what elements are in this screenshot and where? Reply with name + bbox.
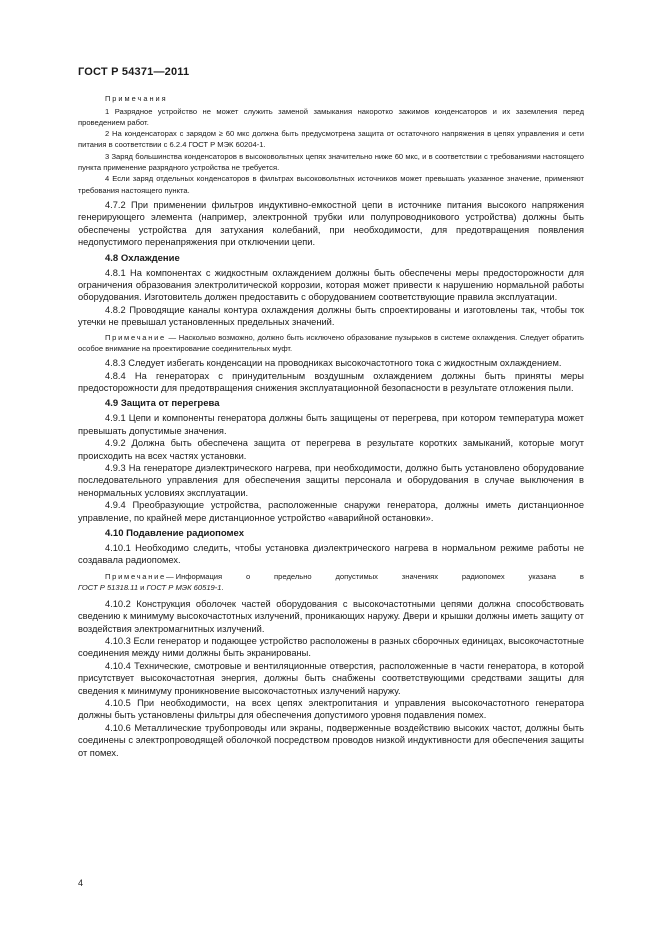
paragraph-4-10-2: 4.10.2 Конструкция оболочек частей оборудования с высокочастотными цепями должна способствовать сведению к минимуму высокочастотных излучений, проникающих наружу. Двери и крышки должны иметь защиту от воздействия электромагнитных излучений. xyxy=(78,598,584,634)
notes-title: Примечания xyxy=(105,94,168,103)
note-end: . xyxy=(221,582,224,592)
note-item-1: 1 Разрядное устройство не может служить заменой замыкания накоротко зажимов конденсаторов и их заземления перед проведением работ. xyxy=(78,106,584,127)
note-item-4: 4 Если заряд отдельных конденсаторов в фильтрах высоковольтных источников может превышать указанное значение, применяют требования настоящего пункта. xyxy=(78,174,584,195)
note-word: указана xyxy=(528,571,557,581)
note-word: предельно xyxy=(274,571,312,581)
paragraph-4-8-4: 4.8.4 На генераторах с принудительным воздушным охлаждением должны быть приняты меры предосторожности для предотвращения снижения эксплуатационной безопасности в результате отложения пыли. xyxy=(78,370,584,393)
paragraph-4-7-2: 4.7.2 При применении фильтров индуктивно-емкостной цепи в источнике питания высокого напряжения генерирующего элемента (например, электронной трубки или полупроводникового устройства) должны быть обеспечены устройства для затухания колебаний, при необходимости, для предотвращения появления недопустимого перенапряжения при отключении цепи. xyxy=(78,199,584,248)
paragraph-4-10-1: 4.10.1 Необходимо следить, чтобы установка диэлектрического нагрева в нормальном режиме работы не создавала радиопомех. xyxy=(78,543,584,566)
document-code-header: ГОСТ Р 54371—2011 xyxy=(78,66,190,78)
page-content xyxy=(78,93,584,759)
note-4-10-1-continuation xyxy=(78,582,584,593)
paragraph-4-9-3: 4.9.3 На генераторе диэлектрического нагрева, при необходимости, должно быть установлено оборудование последовательного управления для обеспечения защиты персонала и оборудования в случае выключения в ненормальных условиях эксплуатации. xyxy=(78,462,584,498)
paragraph-4-9-2: 4.9.2 Должна быть обеспечена защита от перегрева в результате коротких замыканий, которые могут происходить на всех частях установки. xyxy=(78,438,584,461)
paragraph-4-10-6: 4.10.6 Металлические трубопроводы или экраны, подверженные воздействию высоких частот, должны быть соединены с электропроводящей оболочкой посредством проводов низкой индуктивности для обеспечения защиты от помех. xyxy=(78,722,584,758)
note-word: допустимых xyxy=(335,571,378,581)
note-word: радиопомех xyxy=(461,571,505,581)
note-label: Примечание xyxy=(105,332,166,342)
note-item-3: 3 Заряд большинства конденсаторов в высоковольтных цепях значительно ниже 60 мкс, и в соответствии с требованиями настоящего пункта применение разрядного устройства не требуется. xyxy=(78,151,584,172)
note-word: — Информация xyxy=(165,571,223,581)
paragraph-4-9-1: 4.9.1 Цепи и компоненты генератора должны быть защищены от перегрева, при котором температура может превышать допустимые значения. xyxy=(78,413,584,436)
paragraph-4-8-2: 4.8.2 Проводящие каналы контура охлаждения должны быть спроектированы и изготовлены так, чтобы ток утечки не превышал установленных предельных значений. xyxy=(78,304,584,328)
paragraph-4-9-4: 4.9.4 Преобразующие устройства, расположенные снаружи генератора, должны иметь дистанционное управление, по крайней мере дистанционное устройство «аварийной остановки». xyxy=(78,500,584,523)
note-conj: и xyxy=(138,582,147,592)
note-word xyxy=(105,571,222,582)
page-number: 4 xyxy=(78,878,84,888)
note-4-10-1-line xyxy=(78,571,584,582)
note-word: значениях xyxy=(401,571,439,581)
note-item-2: 2 На конденсаторах с зарядом ≥ 60 мкс должна быть предусмотрена защита от остаточного напряжения в цепях управления и сети питания в соответствии с 6.2.4 ГОСТ Р МЭК 60204-1. xyxy=(78,129,584,150)
note-text: — Насколько возможно, должно быть исключено образование пузырьков в системе охлаждения. Следует обратить особое внимание на проектирование соединительных муфт. xyxy=(78,332,584,353)
section-heading-4-10: 4.10 Подавление радиопомех xyxy=(105,528,245,539)
note-word: в xyxy=(579,571,584,581)
document-page xyxy=(78,0,584,936)
paragraph-4-8-1: 4.8.1 На компонентах с жидкостным охлаждением должны быть обеспечены меры предосторожности для ограничения образования электролитической коррозии, которая может привести к нарушению нормальной работы оборудования. Изготовитель должен предоставить с оборудованием соответствующие правила эксплуатации. xyxy=(78,267,584,303)
section-heading-4-9: 4.9 Защита от перегрева xyxy=(105,398,220,410)
note-label: Примечание xyxy=(105,571,166,581)
paragraph-4-10-5: 4.10.5 При необходимости, на всех цепях электропитания и управления высокочастотного генератора должны быть установлены фильтры для обеспечения допустимого уровня подавления помех. xyxy=(78,698,584,721)
note-word: о xyxy=(245,571,251,581)
standard-ref: ГОСТ Р 51318.11 xyxy=(78,582,139,592)
note-4-8-2 xyxy=(78,332,584,355)
paragraph-4-8-3: 4.8.3 Следует избегать конденсации на проводниках высокочастотного тока с жидкостным охлаждением. xyxy=(105,358,562,369)
paragraph-4-10-4: 4.10.4 Технические, смотровые и вентиляционные отверстия, расположенные в части генератора, в которой присутствует высокочастотная энергия, должны быть снабжены соответствующими средствами защиты для сведения к минимуму проникновение высокочастотных излучений наружу. xyxy=(78,660,584,696)
paragraph-4-10-3: 4.10.3 Если генератор и подающее устройство расположены в разных сборочных единицах, высокочастотные соединения между ними должны быть экранированы. xyxy=(78,636,584,659)
standard-ref: ГОСТ Р МЭК 60519-1 xyxy=(146,582,222,592)
section-heading-4-8: 4.8 Охлаждение xyxy=(105,252,180,264)
